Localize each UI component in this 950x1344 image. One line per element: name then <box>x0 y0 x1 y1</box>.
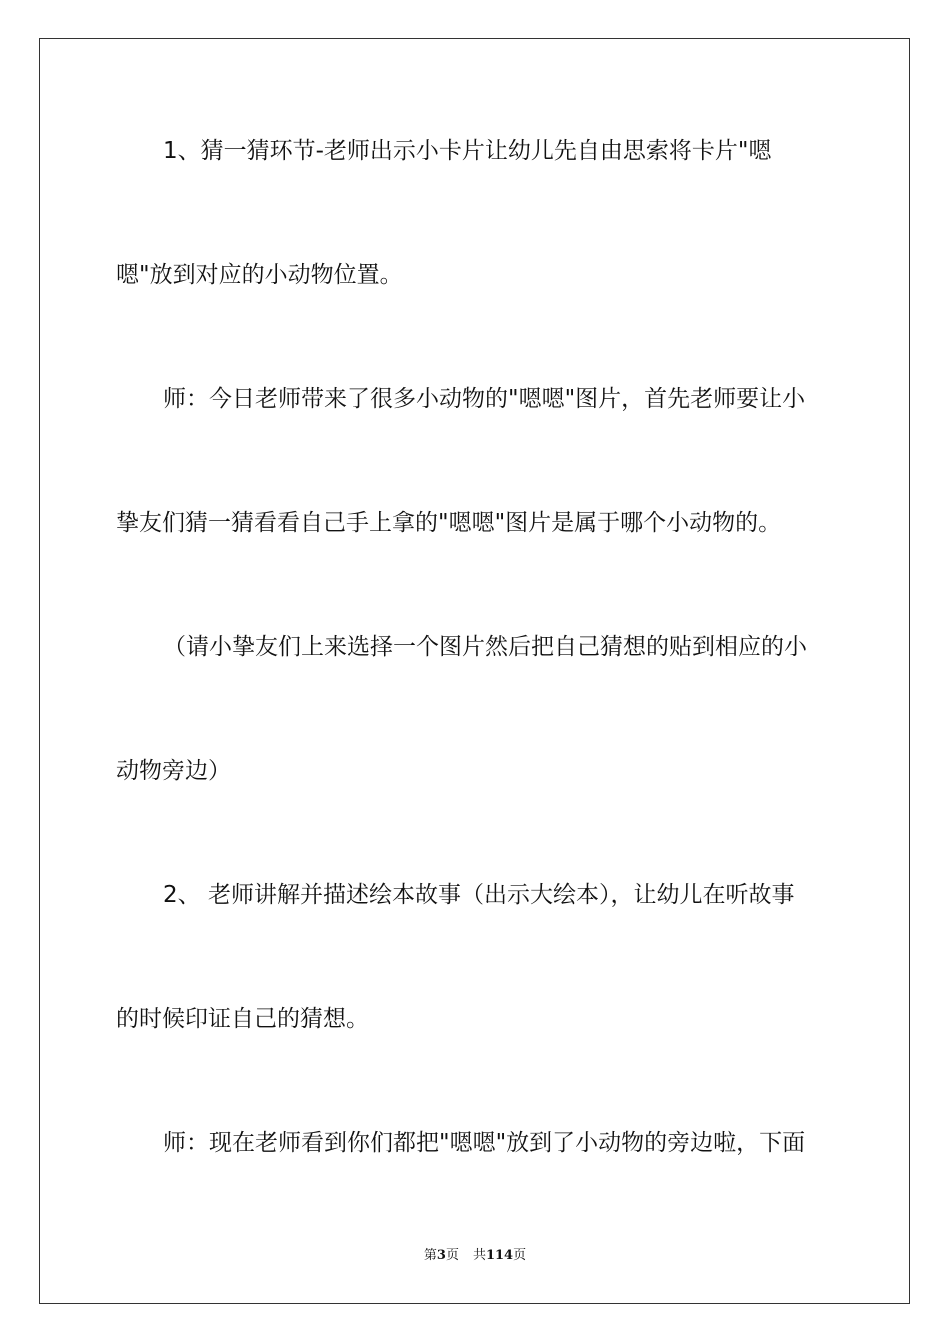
paragraph-line: 师：今日老师带来了很多小动物的"嗯嗯"图片，首先老师要让小 <box>163 386 806 412</box>
paragraph-line: 嗯"放到对应的小动物位置。 <box>116 262 403 288</box>
total-pages: 114 <box>485 1248 514 1263</box>
page-suffix: 页 <box>445 1248 459 1263</box>
paragraph-line: 的时候印证自己的猜想。 <box>116 1006 369 1032</box>
page-border <box>39 38 910 1304</box>
paragraph-line: 动物旁边） <box>116 758 231 784</box>
total-prefix: 共 <box>472 1248 486 1263</box>
paragraph-line: （请小挚友们上来选择一个图片然后把自己猜想的贴到相应的小 <box>163 634 807 660</box>
paragraph-line: 师：现在老师看到你们都把"嗯嗯"放到了小动物的旁边啦，下面 <box>163 1130 806 1156</box>
paragraph-line: 1、猜一猜环节-老师出示小卡片让幼儿先自由思索将卡片"嗯 <box>163 138 772 164</box>
paragraph-line: 2、 老师讲解并描述绘本故事（出示大绘本），让幼儿在听故事 <box>163 882 795 908</box>
total-suffix: 页 <box>513 1248 527 1263</box>
page-number: 3 <box>436 1248 446 1263</box>
page-footer <box>0 1247 950 1265</box>
paragraph-line: 挚友们猜一猜看看自己手上拿的"嗯嗯"图片是属于哪个小动物的。 <box>116 510 782 536</box>
page-prefix: 第 <box>423 1248 437 1263</box>
